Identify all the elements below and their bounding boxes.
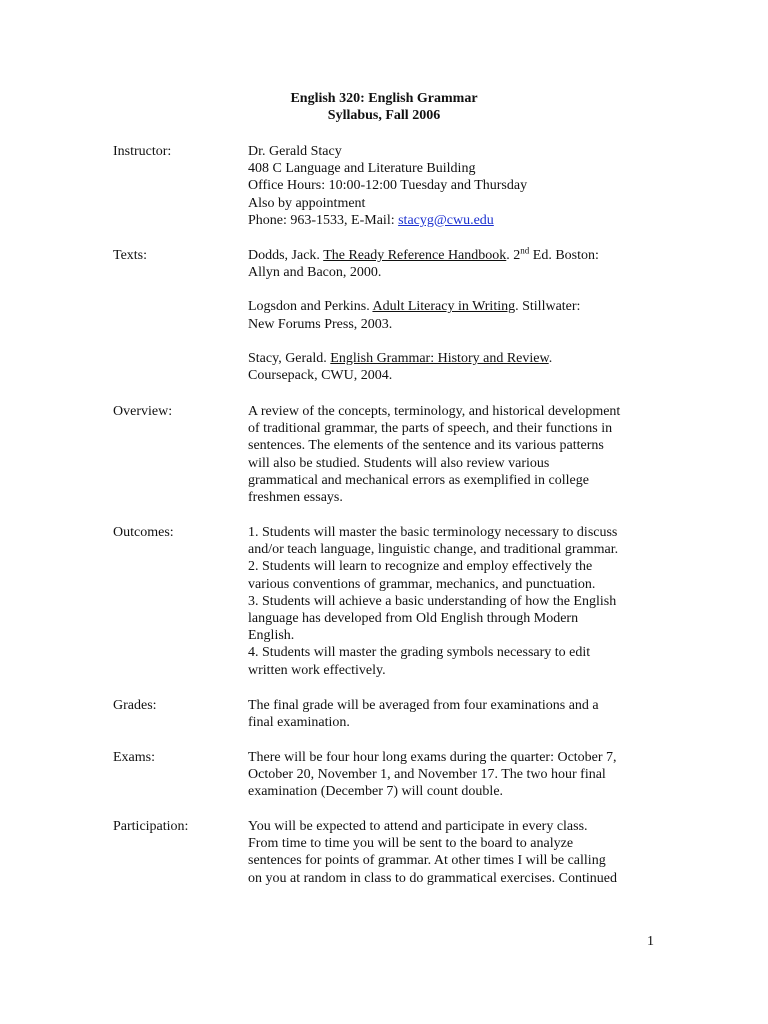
instructor-office: 408 C Language and Literature Building — [248, 161, 476, 177]
title-block — [0, 90, 768, 124]
participation-content — [248, 818, 658, 887]
participation-line: sentences for points of grammar. At other times I will be calling — [248, 853, 606, 869]
course-title: English 320: English Grammar — [290, 91, 478, 106]
grades-line: The final grade will be averaged from four examinations and a — [248, 698, 599, 713]
instructor-label: Instructor: — [113, 144, 172, 159]
book1-edition-rest: Ed. Boston: — [529, 248, 599, 263]
book3-title: English Grammar: History and Review — [330, 350, 549, 366]
outcome-line: 4. Students will master the grading symbols necessary to edit — [248, 645, 591, 661]
text-book-2 — [248, 298, 658, 332]
book2-publisher: New Forums Press, 2003. — [248, 316, 393, 332]
book1-publisher: Allyn and Bacon, 2000. — [248, 265, 382, 281]
text-book-1 — [248, 247, 658, 281]
page-number: 1 — [647, 934, 654, 949]
overview-content — [248, 403, 658, 506]
phone-text: Phone: 963-1533, E-Mail: — [248, 212, 399, 228]
text-book-3 — [248, 350, 658, 384]
book1-edition-sup: nd — [520, 245, 530, 256]
outcome-line: English. — [248, 628, 295, 644]
participation-line: on you at random in class to do grammatical exercises. Continued — [248, 870, 617, 886]
book2-title: Adult Literacy in Writing — [372, 299, 516, 315]
overview-line: freshmen essays. — [248, 490, 343, 506]
book1-title: The Ready Reference Handbook — [323, 248, 507, 263]
book3-after-title: . — [548, 350, 553, 366]
book2-author: Logsdon and Perkins. — [248, 299, 373, 315]
outcome-line: 2. Students will learn to recognize and employ effectively the — [248, 559, 593, 575]
overview-line: A review of the concepts, terminology, and historical development — [248, 404, 621, 419]
instructor-content — [248, 143, 658, 229]
exams-line: October 20, November 1, and November 17. The two hour final — [248, 767, 606, 783]
participation-line: You will be expected to attend and participate in every class. — [248, 819, 588, 834]
participation-label: Participation: — [113, 819, 189, 834]
book3-publisher: Coursepack, CWU, 2004. — [248, 368, 393, 384]
email-link[interactable]: stacyg@cwu.edu — [398, 212, 494, 228]
book1-after-title: . 2 — [506, 248, 521, 263]
book3-author: Stacy, Gerald. — [248, 350, 331, 366]
overview-line: of traditional grammar, the parts of speech, and their functions in — [248, 421, 613, 437]
outcomes-label: Outcomes: — [113, 525, 174, 540]
outcome-line: 3. Students will achieve a basic understanding of how the English — [248, 593, 617, 609]
overview-line: grammatical and mechanical errors as exemplified in college — [248, 472, 589, 488]
outcome-line: various conventions of grammar, mechanics, and punctuation. — [248, 576, 596, 592]
instructor-name: Dr. Gerald Stacy — [248, 144, 342, 159]
book2-after-title: . Stillwater: — [515, 299, 581, 315]
grades-content — [248, 697, 658, 731]
outcome-line: and/or teach language, linguistic change, and traditional grammar. — [248, 542, 619, 558]
overview-label: Overview: — [113, 404, 173, 419]
exams-line: examination (December 7) will count double. — [248, 784, 504, 800]
book1-author: Dodds, Jack. — [248, 248, 324, 263]
exams-content — [248, 749, 658, 801]
outcome-line: 1. Students will master the basic terminology necessary to discuss — [248, 525, 618, 540]
outcome-line: language has developed from Old English through Modern — [248, 611, 579, 627]
overview-line: sentences. The elements of the sentence and its various patterns — [248, 438, 604, 454]
participation-line: From time to time you will be sent to the board to analyze — [248, 836, 574, 852]
outcome-line: written work effectively. — [248, 662, 386, 678]
overview-line: will also be studied. Students will also review various — [248, 455, 550, 471]
outcomes-content — [248, 524, 658, 679]
texts-label: Texts: — [113, 248, 148, 263]
grades-line: final examination. — [248, 715, 350, 731]
instructor-hours: Office Hours: 10:00-12:00 Tuesday and Thursday — [248, 178, 528, 194]
exams-line: There will be four hour long exams during the quarter: October 7, — [248, 750, 617, 765]
instructor-appointment: Also by appointment — [248, 195, 366, 211]
syllabus-term: Syllabus, Fall 2006 — [327, 108, 441, 123]
texts-content — [248, 247, 658, 384]
grades-label: Grades: — [113, 698, 157, 713]
instructor-contact — [248, 212, 658, 229]
exams-label: Exams: — [113, 750, 155, 765]
